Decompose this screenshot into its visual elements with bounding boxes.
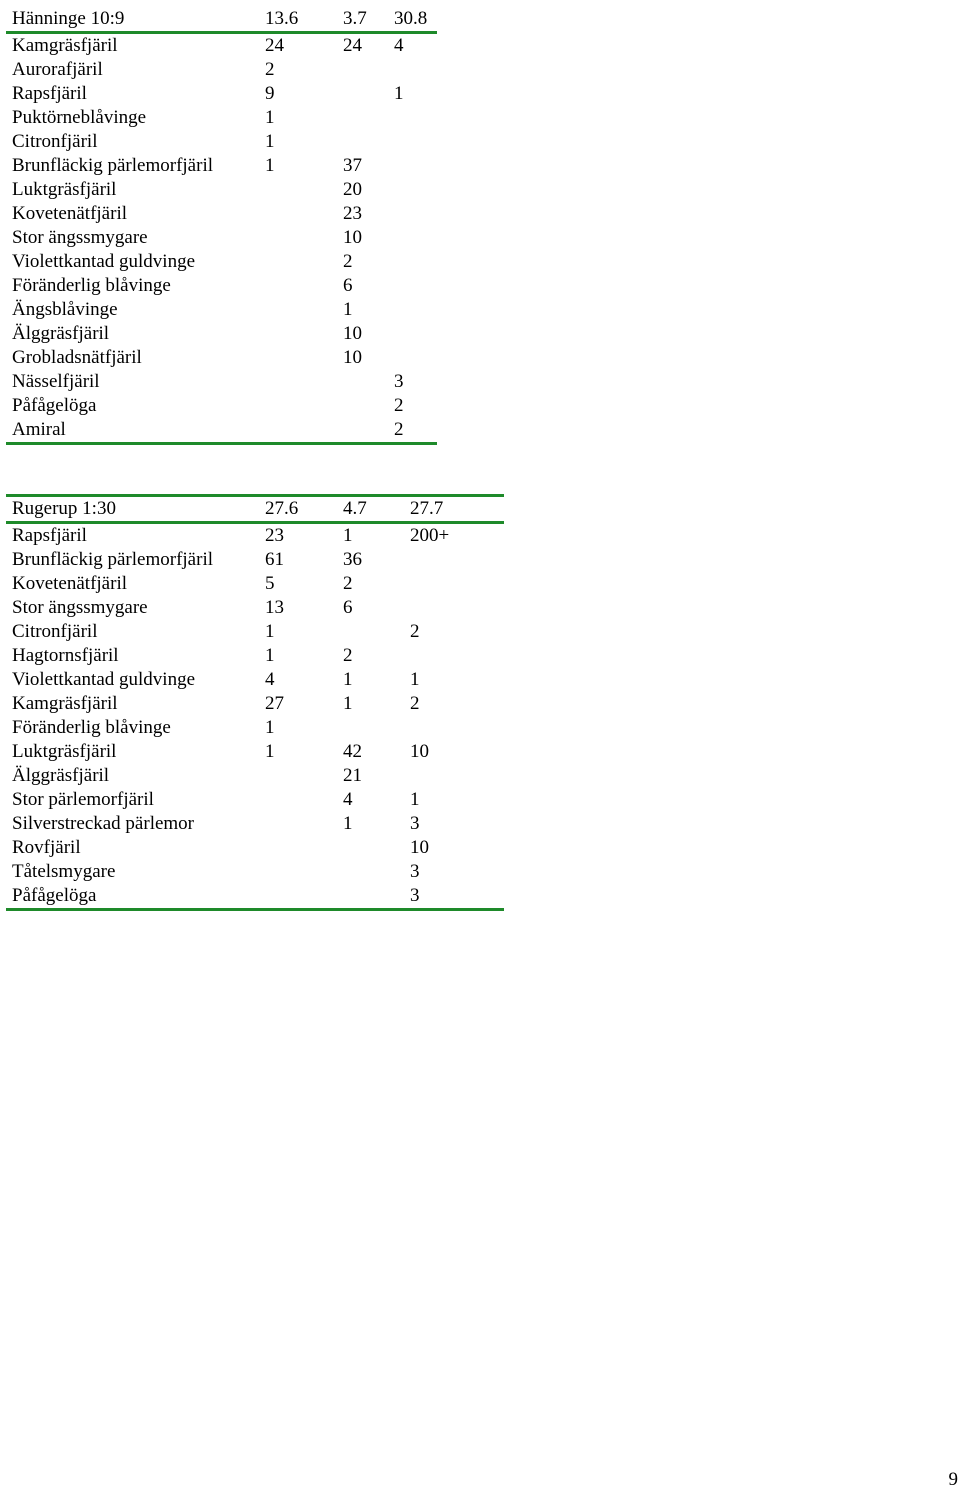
count-cell: 1	[265, 741, 275, 762]
count-cell: 2	[343, 573, 353, 594]
count-cell: 10	[343, 323, 362, 344]
species-cell: Silverstreckad pärlemor	[12, 813, 195, 834]
species-cell: Grobladsnätfjäril	[12, 347, 142, 368]
count-cell	[259, 226, 337, 250]
count-cell	[259, 178, 337, 202]
count-cell	[259, 812, 337, 836]
species-cell: Stor pärlemorfjäril	[12, 789, 154, 810]
species-cell: Brunfläckig pärlemorfjäril	[12, 549, 214, 570]
date-cell: 13.6	[265, 8, 299, 29]
count-cell	[259, 298, 337, 322]
species-cell: Föränderlig blåvinge	[12, 717, 171, 738]
count-cell	[337, 106, 388, 130]
count-cell: 3	[410, 861, 420, 882]
count-cell: 24	[265, 35, 284, 56]
count-cell: 3	[394, 371, 404, 392]
count-cell	[259, 346, 337, 370]
count-cell	[388, 130, 437, 154]
count-cell	[388, 154, 437, 178]
count-cell	[337, 82, 388, 106]
table-rugerup	[6, 494, 504, 911]
count-cell	[259, 322, 337, 346]
date-cell: 27.6	[265, 498, 299, 519]
count-cell	[388, 274, 437, 298]
count-cell	[259, 884, 337, 910]
count-cell	[388, 346, 437, 370]
species-cell: Älggräsfjäril	[12, 765, 110, 786]
count-cell	[259, 764, 337, 788]
count-cell	[388, 202, 437, 226]
count-cell	[259, 860, 337, 884]
count-cell	[337, 836, 404, 860]
species-cell: Påfågelöga	[12, 885, 97, 906]
count-cell: 10	[343, 227, 362, 248]
count-cell	[259, 202, 337, 226]
count-cell	[388, 58, 437, 82]
table-row	[6, 154, 437, 178]
count-cell: 10	[410, 837, 429, 858]
table-row	[6, 812, 504, 836]
count-cell	[337, 394, 388, 418]
table-row	[6, 226, 437, 250]
count-cell: 2	[265, 59, 275, 80]
table-row	[6, 668, 504, 692]
table-row	[6, 596, 504, 620]
count-cell	[404, 764, 504, 788]
species-cell: Nässelfjäril	[12, 371, 100, 392]
count-cell	[337, 884, 404, 910]
count-cell	[259, 836, 337, 860]
count-cell: 1	[265, 621, 275, 642]
table-row	[6, 274, 437, 298]
count-cell: 1	[343, 299, 353, 320]
count-cell	[337, 130, 388, 154]
table-row	[6, 346, 437, 370]
count-cell	[337, 860, 404, 884]
table-row	[6, 836, 504, 860]
table-row	[6, 764, 504, 788]
count-cell	[404, 572, 504, 596]
count-cell	[388, 106, 437, 130]
species-cell: Luktgräsfjäril	[12, 741, 117, 762]
count-cell	[259, 370, 337, 394]
table-row	[6, 644, 504, 668]
count-cell	[388, 250, 437, 274]
count-cell: 2	[394, 395, 404, 416]
count-cell	[404, 644, 504, 668]
count-cell: 2	[343, 251, 353, 272]
count-cell	[337, 58, 388, 82]
count-cell: 6	[343, 275, 353, 296]
table-row	[6, 716, 504, 740]
count-cell	[388, 178, 437, 202]
count-cell: 24	[343, 35, 362, 56]
table-row	[6, 418, 437, 444]
species-cell: Kovetenätfjäril	[12, 203, 128, 224]
count-cell: 1	[410, 669, 420, 690]
count-cell	[259, 418, 337, 444]
count-cell: 1	[394, 83, 404, 104]
table-row	[6, 548, 504, 572]
count-cell: 1	[343, 693, 353, 714]
count-cell: 2	[410, 621, 420, 642]
count-cell: 1	[343, 669, 353, 690]
table-row	[6, 322, 437, 346]
table-row	[6, 33, 437, 59]
count-cell	[388, 322, 437, 346]
species-cell: Citronfjäril	[12, 621, 98, 642]
site-name-cell: Hänninge 10:9	[12, 8, 125, 29]
species-cell: Älggräsfjäril	[12, 323, 110, 344]
count-cell: 1	[343, 525, 353, 546]
species-cell: Rapsfjäril	[12, 525, 87, 546]
table-row	[6, 250, 437, 274]
count-cell	[259, 274, 337, 298]
count-cell: 1	[410, 789, 420, 810]
count-cell: 1	[265, 717, 275, 738]
table-row	[6, 298, 437, 322]
site-name-cell: Rugerup 1:30	[12, 498, 116, 519]
count-cell: 13	[265, 597, 284, 618]
count-cell: 23	[343, 203, 362, 224]
count-cell	[404, 716, 504, 740]
table-row	[6, 106, 437, 130]
count-cell	[388, 298, 437, 322]
species-cell: Kamgräsfjäril	[12, 35, 118, 56]
count-cell	[404, 548, 504, 572]
species-cell: Luktgräsfjäril	[12, 179, 117, 200]
table-row	[6, 82, 437, 106]
table-row	[6, 860, 504, 884]
count-cell: 9	[265, 83, 275, 104]
species-cell: Brunfläckig pärlemorfjäril	[12, 155, 214, 176]
count-cell: 10	[343, 347, 362, 368]
count-cell: 27	[265, 693, 284, 714]
count-cell: 10	[410, 741, 429, 762]
date-cell: 4.7	[343, 498, 367, 519]
table-row	[6, 572, 504, 596]
species-cell: Stor ängssmygare	[12, 597, 148, 618]
date-cell: 27.7	[410, 498, 444, 519]
species-cell: Föränderlig blåvinge	[12, 275, 171, 296]
table-row	[6, 370, 437, 394]
count-cell: 5	[265, 573, 275, 594]
species-cell: Ängsblåvinge	[12, 299, 118, 320]
date-cell: 30.8	[394, 8, 428, 29]
count-cell	[337, 370, 388, 394]
species-cell: Citronfjäril	[12, 131, 98, 152]
count-cell: 2	[343, 645, 353, 666]
count-cell	[404, 596, 504, 620]
species-cell: Tåtelsmygare	[12, 861, 116, 882]
count-cell	[337, 620, 404, 644]
count-cell: 6	[343, 597, 353, 618]
count-cell: 4	[265, 669, 275, 690]
count-cell: 2	[394, 419, 404, 440]
species-cell: Amiral	[12, 419, 66, 440]
count-cell: 1	[265, 645, 275, 666]
table-row	[6, 58, 437, 82]
count-cell	[337, 716, 404, 740]
count-cell: 1	[265, 131, 275, 152]
count-cell: 37	[343, 155, 362, 176]
date-cell: 3.7	[343, 8, 367, 29]
species-cell: Hagtornsfjäril	[12, 645, 119, 666]
table-row	[6, 394, 437, 418]
count-cell: 1	[343, 813, 353, 834]
species-cell: Puktörneblåvinge	[12, 107, 147, 128]
species-cell: Kovetenätfjäril	[12, 573, 128, 594]
table-row	[6, 202, 437, 226]
table-row	[6, 523, 504, 549]
count-cell: 1	[265, 155, 275, 176]
table-header-row	[6, 496, 504, 523]
species-cell: Rapsfjäril	[12, 83, 87, 104]
table-hanninge	[6, 7, 437, 445]
table-row	[6, 620, 504, 644]
count-cell: 21	[343, 765, 362, 786]
table-header-row	[6, 7, 437, 33]
count-cell: 61	[265, 549, 284, 570]
count-cell: 2	[410, 693, 420, 714]
count-cell: 20	[343, 179, 362, 200]
species-cell: Kamgräsfjäril	[12, 693, 118, 714]
species-cell: Rovfjäril	[12, 837, 81, 858]
count-cell	[259, 250, 337, 274]
count-cell	[259, 394, 337, 418]
count-cell: 1	[265, 107, 275, 128]
table-row	[6, 884, 504, 910]
table-row	[6, 788, 504, 812]
species-cell: Aurorafjäril	[12, 59, 103, 80]
table-row	[6, 130, 437, 154]
table-row	[6, 692, 504, 716]
species-cell: Påfågelöga	[12, 395, 97, 416]
species-cell: Violettkantad guldvinge	[12, 669, 196, 690]
count-cell	[337, 418, 388, 444]
count-cell: 4	[394, 35, 404, 56]
count-cell: 3	[410, 813, 420, 834]
count-cell: 36	[343, 549, 362, 570]
table-row	[6, 178, 437, 202]
page-number: 9	[948, 1469, 958, 1490]
count-cell: 42	[343, 741, 362, 762]
species-cell: Violettkantad guldvinge	[12, 251, 196, 272]
count-cell: 3	[410, 885, 420, 906]
count-cell: 23	[265, 525, 284, 546]
count-cell: 200+	[410, 525, 450, 546]
count-cell	[259, 788, 337, 812]
count-cell: 4	[343, 789, 353, 810]
table-row	[6, 740, 504, 764]
count-cell	[388, 226, 437, 250]
species-cell: Stor ängssmygare	[12, 227, 148, 248]
